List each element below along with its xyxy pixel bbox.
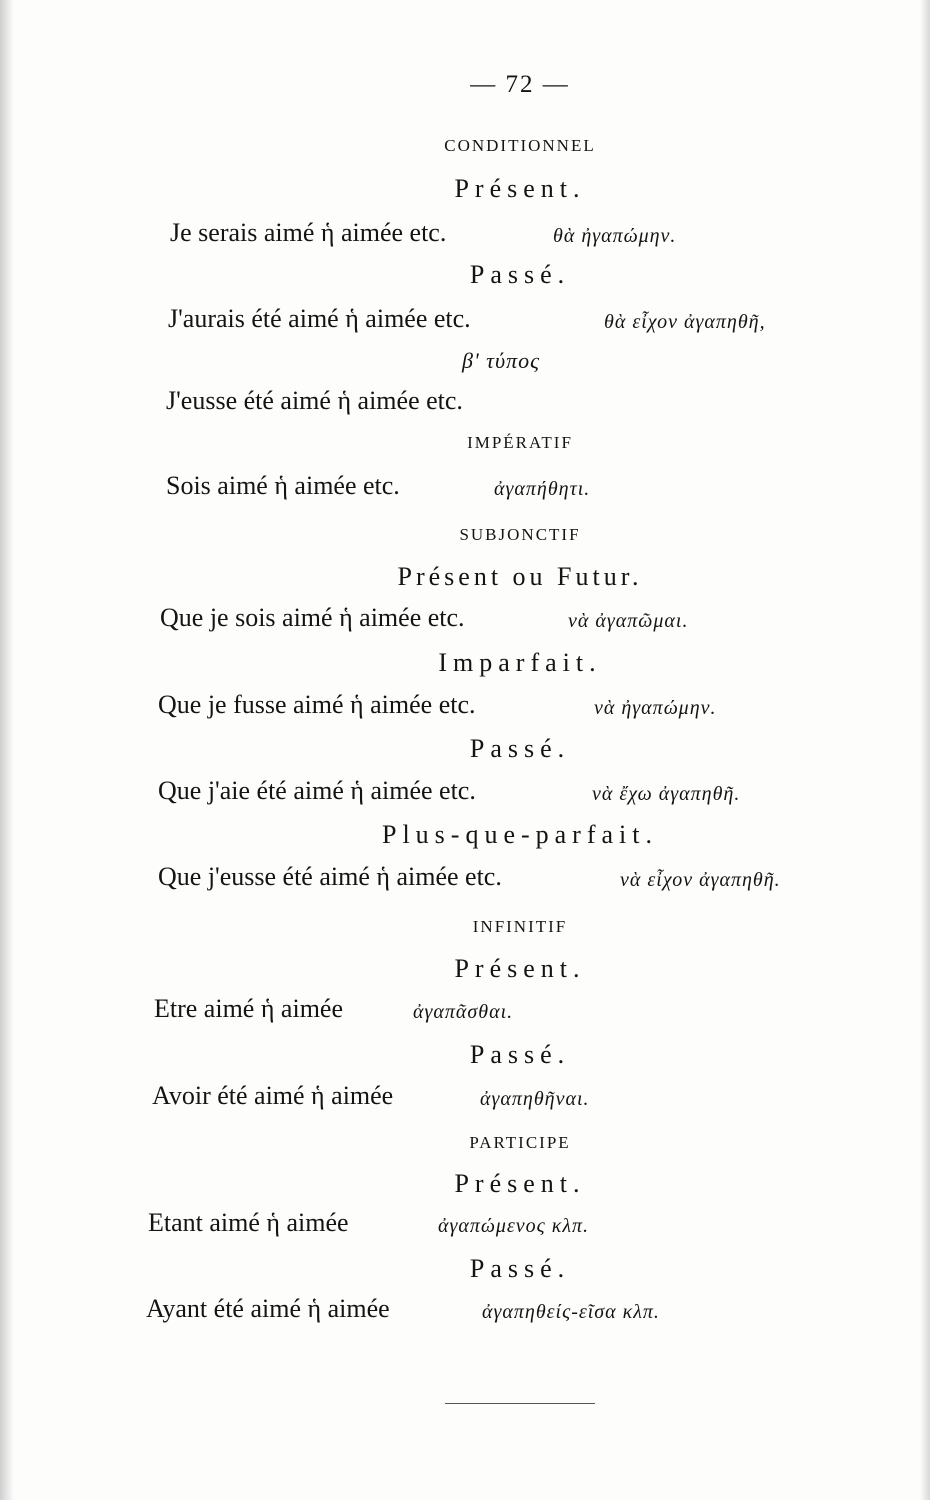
greek-equivalent: νὰ ἔχω ἀγαπηθῆ.: [592, 783, 741, 805]
type-note: β' τύπος: [462, 348, 541, 373]
conjugation-line: Sois aimé ἡ aimée etc.: [166, 471, 400, 500]
conjugation-line: Etre aimé ἡ aimée: [154, 994, 343, 1023]
greek-equivalent: νὰ ἠγαπώμην.: [594, 697, 717, 719]
tense-label: Présent.: [454, 1169, 586, 1198]
tense-label: Plus-que-parfait.: [381, 820, 658, 849]
conjugation-line: Ayant été aimé ἡ aimée: [146, 1294, 390, 1323]
greek-equivalent: ἀγαπηθῆναι.: [480, 1088, 590, 1110]
tense-label: Passé.: [469, 1254, 571, 1283]
conjugation-line: Etant aimé ἡ aimée: [148, 1208, 349, 1237]
greek-equivalent: θὰ εἶχον ἀγαπηθῆ,: [604, 311, 766, 333]
section-heading-conditionnel: CONDITIONNEL: [444, 136, 596, 155]
greek-equivalent: νὰ εἶχον ἀγαπηθῆ.: [620, 869, 781, 891]
tense-label: Passé.: [469, 260, 571, 289]
greek-equivalent: ἀγαπήθητι.: [494, 478, 591, 500]
section-heading-subjonctif: SUBJONCTIF: [459, 525, 581, 544]
tense-label: Passé.: [469, 734, 571, 763]
greek-equivalent: νὰ ἀγαπῶμαι.: [568, 610, 689, 632]
tense-label: Présent.: [454, 174, 586, 203]
greek-equivalent: ἀγαπᾶσθαι.: [413, 1001, 514, 1023]
tense-label: Présent.: [454, 954, 586, 983]
conjugation-line: Que j'aie été aimé ἡ aimée etc.: [158, 776, 476, 805]
conjugation-line: Avoir été aimé ἡ aimée: [152, 1081, 394, 1110]
conjugation-line: Que je sois aimé ἡ aimée etc.: [160, 603, 465, 632]
tense-label: Passé.: [469, 1040, 571, 1069]
conjugation-line: J'eusse été aimé ἡ aimée etc.: [166, 386, 463, 415]
greek-equivalent: ἀγαπώμενος κλπ.: [438, 1215, 590, 1237]
section-heading-imperatif: IMPÉRATIF: [467, 433, 573, 452]
tense-label: Présent ou Futur.: [397, 562, 643, 591]
page-number: — 72 —: [470, 71, 570, 98]
conjugation-line: Je serais aimé ἡ aimée etc.: [170, 218, 447, 247]
conjugation-line: Que j'eusse été aimé ἡ aimée etc.: [158, 862, 502, 891]
closing-rule: [445, 1403, 595, 1404]
section-heading-infinitif: INFINITIF: [472, 917, 568, 936]
conjugation-line: J'aurais été aimé ἡ aimée etc.: [168, 304, 471, 333]
conjugation-line: Que je fusse aimé ἡ aimée etc.: [158, 690, 476, 719]
greek-equivalent: ἀγαπηθείς-εῖσα κλπ.: [482, 1301, 660, 1323]
greek-equivalent: θὰ ἠγαπώμην.: [553, 225, 677, 247]
section-heading-participe: PARTICIPE: [469, 1133, 571, 1152]
tense-label: Imparfait.: [438, 648, 602, 677]
